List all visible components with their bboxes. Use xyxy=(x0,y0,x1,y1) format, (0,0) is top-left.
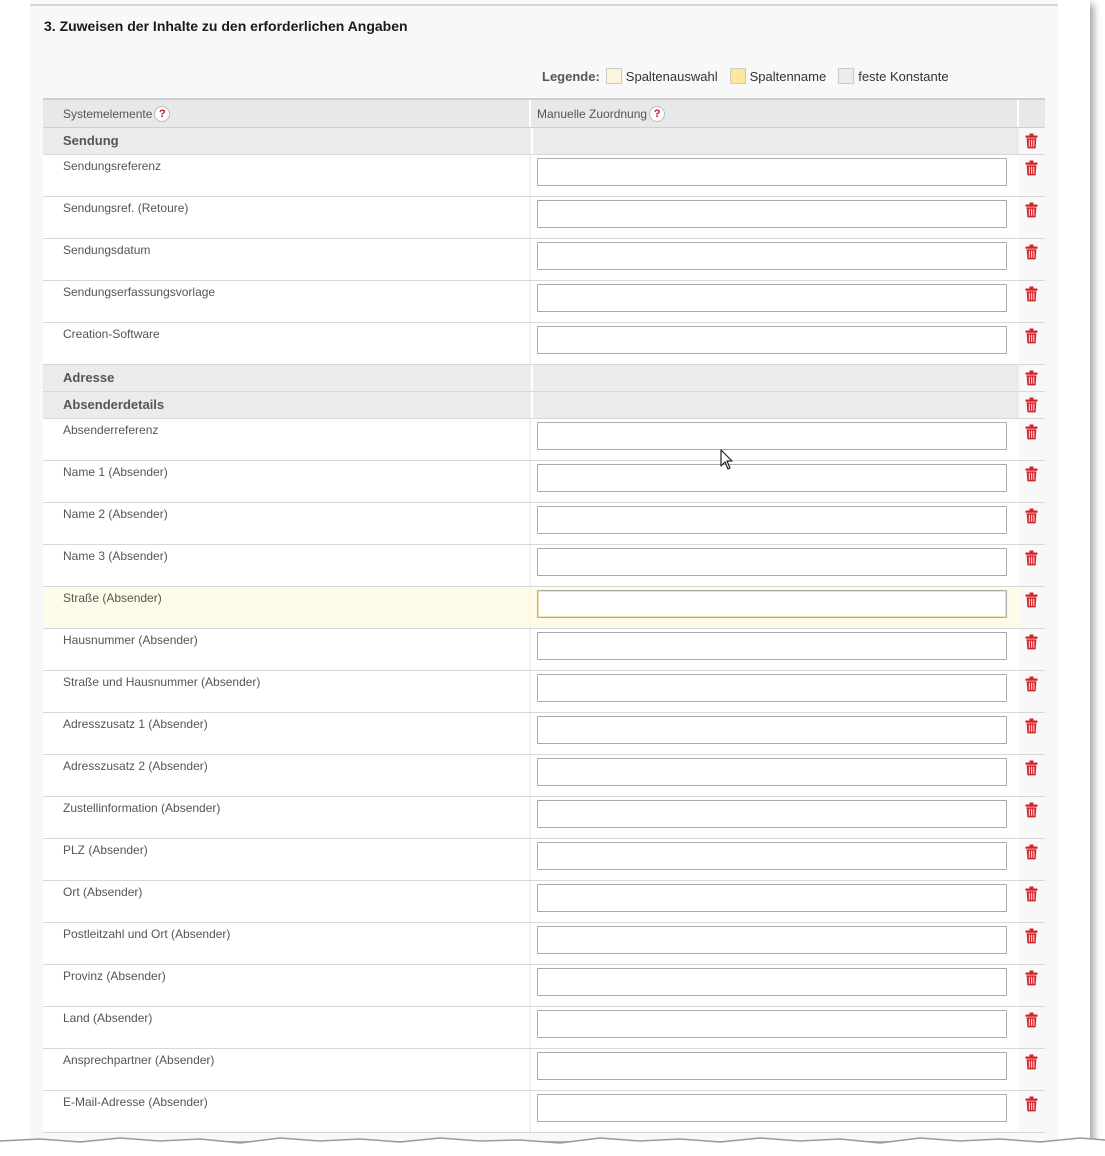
column-divider xyxy=(529,965,531,1006)
system-element-label: Name 1 (Absender) xyxy=(63,465,168,479)
system-element-label: Name 2 (Absender) xyxy=(63,507,168,521)
column-divider xyxy=(529,281,531,322)
trash-icon[interactable] xyxy=(1025,592,1038,608)
system-element-label: PLZ (Absender) xyxy=(63,843,148,857)
manual-mapping-input[interactable] xyxy=(537,590,1007,618)
column-divider xyxy=(529,461,531,502)
table-row xyxy=(43,755,1045,797)
trash-icon[interactable] xyxy=(1025,466,1038,482)
manual-mapping-input[interactable] xyxy=(537,800,1007,828)
manual-mapping-input[interactable] xyxy=(537,842,1007,870)
system-element-label: Land (Absender) xyxy=(63,1011,153,1025)
column-divider xyxy=(529,629,531,670)
system-element-label: E-Mail-Adresse (Absender) xyxy=(63,1095,208,1109)
system-element-label: Sendungserfassungsvorlage xyxy=(63,285,216,299)
trash-icon[interactable] xyxy=(1025,550,1038,566)
table-row xyxy=(43,461,1045,503)
manual-mapping-input[interactable] xyxy=(537,926,1007,954)
column-divider xyxy=(529,239,531,280)
trash-icon[interactable] xyxy=(1025,1054,1038,1070)
manual-mapping-input[interactable] xyxy=(537,716,1007,744)
column-divider xyxy=(1017,100,1019,127)
system-element-label: Zustellinformation (Absender) xyxy=(63,801,221,815)
column-divider xyxy=(529,545,531,586)
trash-icon[interactable] xyxy=(1025,844,1038,860)
trash-icon[interactable] xyxy=(1025,1096,1038,1112)
group-mapping-cell xyxy=(531,365,1019,391)
table-row xyxy=(43,155,1045,197)
legend-swatch xyxy=(730,68,746,84)
table-row xyxy=(43,881,1045,923)
trash-icon[interactable] xyxy=(1025,718,1038,734)
system-element-label: Adresszusatz 2 (Absender) xyxy=(63,759,208,773)
manual-mapping-input[interactable] xyxy=(537,242,1007,270)
group-label: Sendung xyxy=(63,133,119,148)
system-element-label: Creation-Software xyxy=(63,327,160,341)
system-element-label: Name 3 (Absender) xyxy=(63,549,168,563)
group-mapping-cell xyxy=(531,128,1019,154)
system-element-label: Absenderreferenz xyxy=(63,423,159,437)
table-row xyxy=(43,713,1045,755)
group-label: Absenderdetails xyxy=(63,397,165,412)
legend-swatch xyxy=(838,68,854,84)
column-divider xyxy=(529,587,531,628)
manual-mapping-input[interactable] xyxy=(537,632,1007,660)
column-header-systemelemente xyxy=(63,106,170,122)
system-element-label: Ort (Absender) xyxy=(63,885,143,899)
table-row xyxy=(43,239,1045,281)
trash-icon[interactable] xyxy=(1025,802,1038,818)
manual-mapping-input[interactable] xyxy=(537,326,1007,354)
table-row xyxy=(43,797,1045,839)
system-element-label: Postleitzahl und Ort (Absender) xyxy=(63,927,231,941)
column-divider xyxy=(529,923,531,964)
mouse-pointer-icon xyxy=(720,449,734,471)
trash-icon[interactable] xyxy=(1025,886,1038,902)
trash-icon[interactable] xyxy=(1025,160,1038,176)
legend-title: Legende: xyxy=(542,68,600,84)
legend-label: Spaltenauswahl xyxy=(625,68,718,84)
column-divider xyxy=(529,839,531,880)
table-row xyxy=(43,629,1045,671)
trash-icon[interactable] xyxy=(1025,928,1038,944)
table-header xyxy=(43,98,1045,128)
manual-mapping-input[interactable] xyxy=(537,1094,1007,1122)
group-mapping-cell xyxy=(531,392,1019,418)
legend-item-feste-konstante xyxy=(838,68,948,84)
system-element-label: Provinz (Absender) xyxy=(63,969,166,983)
table-row xyxy=(43,1049,1045,1091)
column-divider xyxy=(529,323,531,364)
column-divider xyxy=(529,419,531,460)
table-row xyxy=(43,419,1045,461)
column-header-label: Manuelle Zuordnung xyxy=(537,107,648,121)
column-divider xyxy=(529,1007,531,1048)
legend-item-spaltenname xyxy=(730,68,827,84)
trash-icon[interactable] xyxy=(1025,244,1038,260)
trash-icon[interactable] xyxy=(1025,133,1038,149)
manual-mapping-input[interactable] xyxy=(537,968,1007,996)
table-group-row xyxy=(43,365,1045,392)
manual-mapping-input[interactable] xyxy=(537,464,1007,492)
group-label: Adresse xyxy=(63,370,115,385)
table-row xyxy=(43,281,1045,323)
trash-icon[interactable] xyxy=(1025,370,1038,386)
column-header-label: Systemelemente xyxy=(63,107,153,121)
system-element-label: Sendungsref. (Retoure) xyxy=(63,201,189,215)
table-row xyxy=(43,323,1045,365)
column-divider xyxy=(529,155,531,196)
table-row xyxy=(43,671,1045,713)
column-divider xyxy=(529,797,531,838)
trash-icon[interactable] xyxy=(1025,970,1038,986)
manual-mapping-input[interactable] xyxy=(537,200,1007,228)
table-row xyxy=(43,197,1045,239)
table-row xyxy=(43,545,1045,587)
column-divider xyxy=(529,671,531,712)
trash-icon[interactable] xyxy=(1025,634,1038,650)
trash-icon[interactable] xyxy=(1025,1012,1038,1028)
manual-mapping-input[interactable] xyxy=(537,548,1007,576)
table-group-row xyxy=(43,392,1045,419)
table-row xyxy=(43,1007,1045,1049)
legend-item-spaltenauswahl xyxy=(606,68,718,84)
manual-mapping-input[interactable] xyxy=(537,284,1007,312)
system-element-label: Straße und Hausnummer (Absender) xyxy=(63,675,261,689)
system-element-label: Straße (Absender) xyxy=(63,591,162,605)
manual-mapping-input[interactable] xyxy=(537,674,1007,702)
system-element-label: Sendungsreferenz xyxy=(63,159,162,173)
system-element-label: Ansprechpartner (Absender) xyxy=(63,1053,215,1067)
manual-mapping-input[interactable] xyxy=(537,158,1007,186)
help-icon[interactable]: ? xyxy=(649,106,665,122)
column-divider xyxy=(529,755,531,796)
system-element-label: Hausnummer (Absender) xyxy=(63,633,198,647)
right-margin xyxy=(1058,0,1090,1141)
table-row xyxy=(43,503,1045,545)
column-divider xyxy=(529,503,531,544)
table-row xyxy=(43,587,1045,629)
trash-icon[interactable] xyxy=(1025,202,1038,218)
trash-icon[interactable] xyxy=(1025,397,1038,413)
column-divider xyxy=(529,100,531,127)
legend-swatch xyxy=(606,68,622,84)
column-divider xyxy=(529,1091,531,1132)
left-margin xyxy=(0,0,30,1141)
trash-icon[interactable] xyxy=(1025,286,1038,302)
table-row xyxy=(43,839,1045,881)
column-divider xyxy=(529,197,531,238)
trash-icon[interactable] xyxy=(1025,676,1038,692)
system-element-label: Adresszusatz 1 (Absender) xyxy=(63,717,208,731)
help-icon[interactable]: ? xyxy=(154,106,170,122)
manual-mapping-input[interactable] xyxy=(537,758,1007,786)
column-divider xyxy=(529,881,531,922)
column-divider xyxy=(529,713,531,754)
trash-icon[interactable] xyxy=(1025,508,1038,524)
trash-icon[interactable] xyxy=(1025,328,1038,344)
manual-mapping-input[interactable] xyxy=(537,422,1007,450)
trash-icon[interactable] xyxy=(1025,760,1038,776)
trash-icon[interactable] xyxy=(1025,424,1038,440)
table-row xyxy=(43,923,1045,965)
table-group-row xyxy=(43,128,1045,155)
table-row xyxy=(43,965,1045,1007)
manual-mapping-input[interactable] xyxy=(537,884,1007,912)
legend xyxy=(542,67,961,85)
legend-label: Spaltenname xyxy=(749,68,827,84)
legend-label: feste Konstante xyxy=(858,68,949,84)
table-row xyxy=(43,1091,1045,1133)
mapping-table xyxy=(43,98,1045,1133)
manual-mapping-input[interactable] xyxy=(537,1010,1007,1038)
manual-mapping-input[interactable] xyxy=(537,506,1007,534)
system-element-label: Sendungsdatum xyxy=(63,243,151,257)
table-body xyxy=(43,128,1045,1133)
column-header-manuelle-zuordnung xyxy=(537,106,665,122)
manual-mapping-input[interactable] xyxy=(537,1052,1007,1080)
torn-edge xyxy=(0,1131,1105,1156)
section-title: 3. Zuweisen der Inhalte zu den erforderlichen Angaben xyxy=(44,18,408,34)
column-divider xyxy=(529,1049,531,1090)
mapping-section xyxy=(30,4,1058,1141)
